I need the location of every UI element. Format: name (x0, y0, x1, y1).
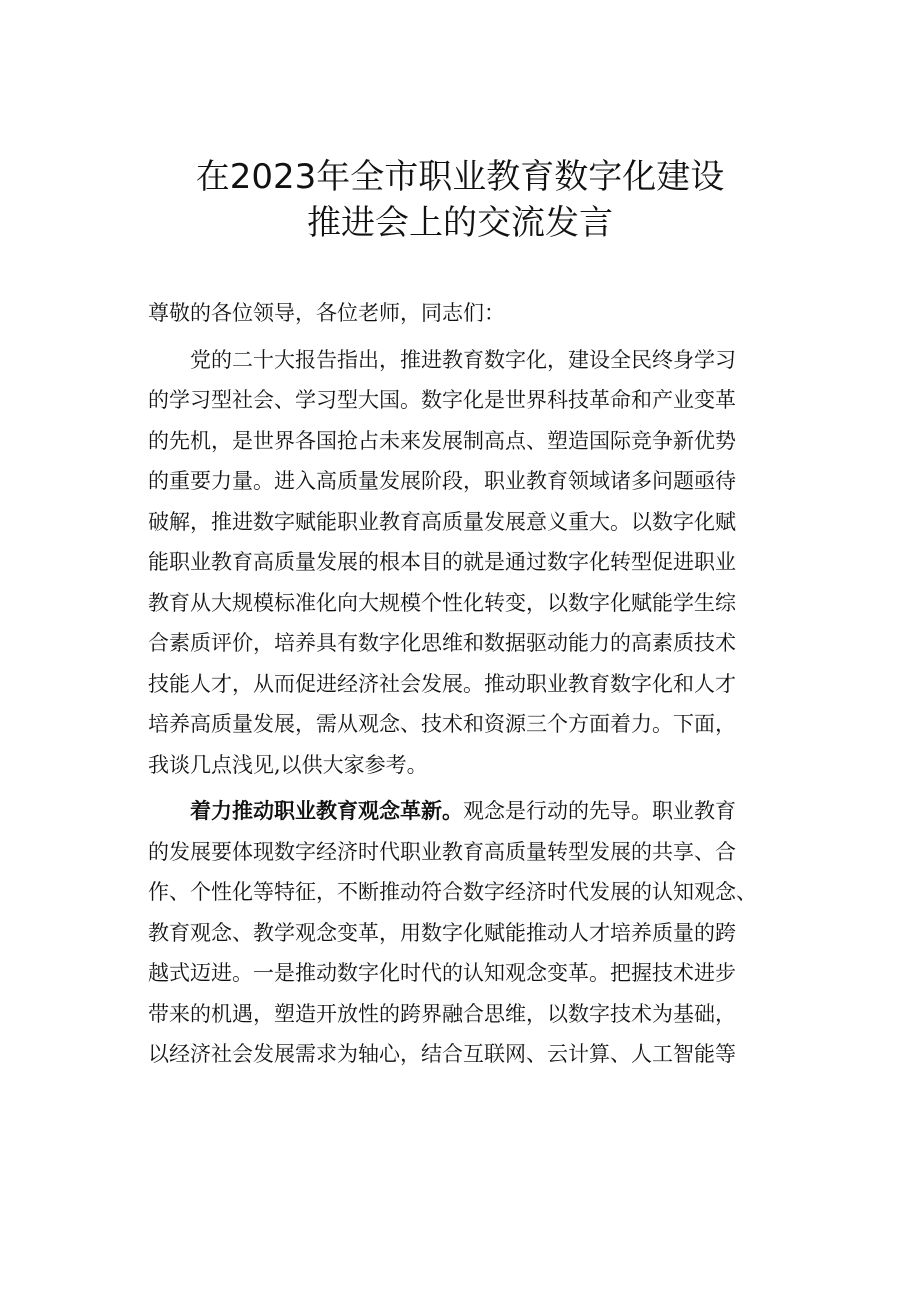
paragraph-2-line: 以经济社会发展需求为轴心，结合互联网、云计算、人工智能等 (148, 1042, 736, 1066)
paragraph-1-line: 能职业教育高质量发展的根本目的就是通过数字化转型促进职业 (148, 550, 736, 574)
paragraph-1-line: 技能人才，从而促进经济社会发展。推动职业教育数字化和人才 (148, 671, 736, 696)
paragraph-2-line: 教育观念、教学观念变革，用数字化赋能推动人才培养质量的跨 (148, 920, 736, 945)
paragraph-2-heading: 着力推动职业教育观念革新。 (190, 798, 463, 823)
paragraph-1-line: 的重要力量。进入高质量发展阶段，职业教育领域诸多问题亟待 (148, 469, 736, 493)
document-title (0, 154, 920, 246)
paragraph-1-line: 教育从大规模标准化向大规模个性化转变，以数字化赋能学生综 (148, 590, 736, 615)
document-body (148, 293, 803, 1075)
paragraph-1-line: 培养高质量发展，需从观念、技术和资源三个方面着力。下面， (148, 712, 736, 736)
title-line-1: 在2023年全市职业教育数字化建设 (195, 157, 725, 197)
paragraph-1 (148, 340, 803, 786)
paragraph-1-line: 破解，推进数字赋能职业教育高质量发展意义重大。以数字化赋 (148, 509, 736, 534)
paragraph-2-line: 带来的机遇，塑造开放性的跨界融合思维，以数字技术为基础， (148, 1001, 736, 1026)
paragraph-2 (148, 791, 803, 1075)
salutation: 尊敬的各位领导，各位老师，同志们： (148, 301, 505, 325)
paragraph-2-line: 越式迈进。一是推动数字化时代的认知观念变革。把握技术进步 (148, 961, 736, 985)
paragraph-2-first-line-text: 观念是行动的先导。职业教育 (463, 799, 736, 823)
paragraph-1-line: 我谈几点浅见,以供大家参考。 (148, 752, 428, 777)
paragraph-1-line: 党的二十大报告指出，推进教育数字化，建设全民终身学习 (190, 347, 736, 372)
paragraph-1-line: 的先机，是世界各国抢占未来发展制高点、塑造国际竞争新优势 (148, 428, 736, 453)
paragraph-2-first-line (148, 791, 803, 832)
paragraph-1-line: 合素质评价，培养具有数字化思维和数据驱动能力的高素质技术 (148, 631, 736, 655)
title-line-2: 推进会上的交流发言 (307, 203, 613, 243)
paragraph-2-line: 的发展要体现数字经济时代职业教育高质量转型发展的共享、合 (148, 839, 736, 864)
paragraph-2-line: 作、个性化等特征，不断推动符合数字经济时代发展的认知观念、 (148, 880, 757, 904)
paragraph-1-line: 的学习型社会、学习型大国。数字化是世界科技革命和产业变革 (148, 388, 736, 412)
